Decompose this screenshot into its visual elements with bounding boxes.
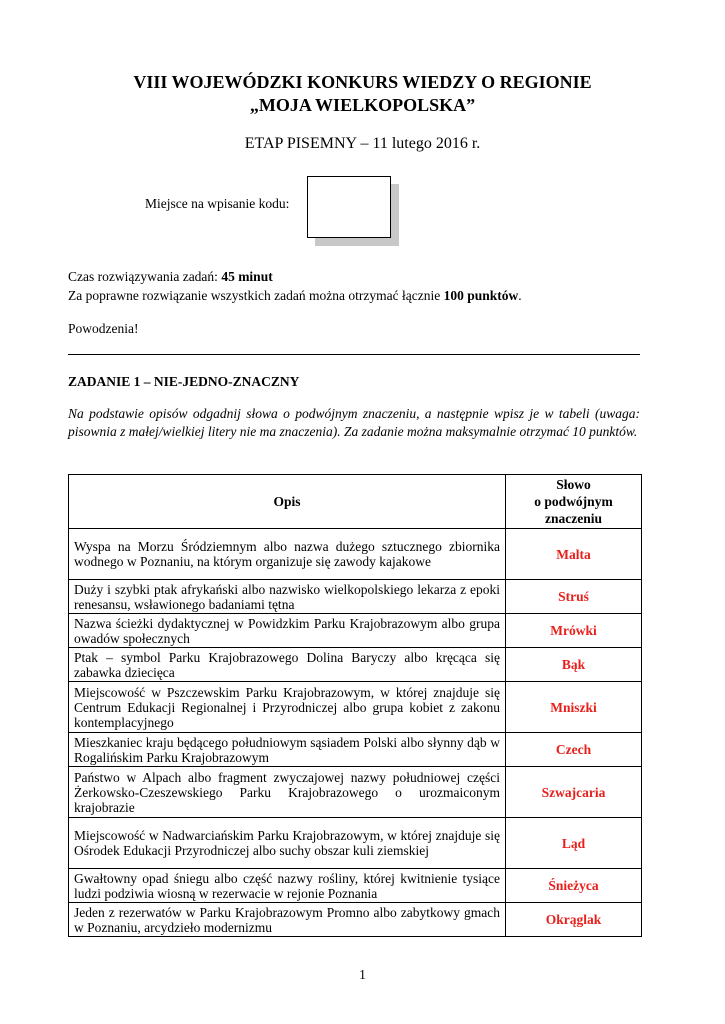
- row-description: Jeden z rezerwatów w Parku Krajobrazowym Promno albo zabytkowy gmach w Poznaniu, arcydzieło modernizmu: [69, 903, 506, 937]
- row-answer[interactable]: Mrówki: [506, 614, 642, 648]
- table-row: [69, 869, 642, 903]
- row-answer[interactable]: Struś: [506, 580, 642, 614]
- task1-title: ZADANIE 1 – NIE-JEDNO-ZNACZNY: [68, 374, 300, 389]
- page-number: 1: [359, 967, 366, 982]
- code-entry-box[interactable]: [307, 176, 391, 238]
- row-description: Ptak – symbol Parku Krajobrazowego Dolina Baryczy albo kręcąca się zabawka dziecięca: [69, 648, 506, 682]
- row-description: Państwo w Alpach albo fragment zwyczajowej nazwy południowej części Żerkowsko-Czeszewskiego Parku Krajobrazowego o urozmaiconym krajobrazie: [69, 767, 506, 818]
- time-info-prefix: Czas rozwiązywania zadań:: [68, 269, 222, 284]
- col-header-word: [506, 475, 642, 529]
- exam-stage-date: ETAP PISEMNY – 11 lutego 2016 r.: [244, 135, 481, 152]
- good-luck-text: Powodzenia!: [68, 321, 139, 336]
- task1-table: [68, 474, 642, 937]
- row-answer[interactable]: Okrąglak: [506, 903, 642, 937]
- points-info-prefix: Za poprawne rozwiązanie wszystkich zadań można otrzymać łącznie: [68, 288, 444, 303]
- row-description: Gwałtowny opad śniegu albo część nazwy rośliny, której kwitnienie tysiące ludzi podziwia wiosną w rezerwacie w rejonie Poznania: [69, 869, 506, 903]
- table-row: [69, 580, 642, 614]
- points-info-suffix: .: [518, 288, 522, 303]
- row-description: Miejscowość w Pszczewskim Parku Krajobrazowym, w której znajduje się Centrum Edukacji Regionalnej i Przyrodniczej albo grupa kobiet z zakonu kontemplacyjnego: [69, 682, 506, 733]
- table-row: [69, 682, 642, 733]
- table-row: [69, 818, 642, 869]
- contest-title-line2: „MOJA WIELKOPOLSKA”: [249, 95, 476, 115]
- code-field-label: Miejsce na wpisanie kodu:: [145, 196, 290, 211]
- col-header-word-line1: Słowo: [556, 477, 591, 492]
- table-row: [69, 767, 642, 818]
- row-answer[interactable]: Mniszki: [506, 682, 642, 733]
- task1-instruction: Na podstawie opisów odgadnij słowa o podwójnym znaczeniu, a następnie wpisz je w tabeli (uwaga: pisownia z małej/wielkiej litery nie ma znaczenia). Za zadanie można maksymalnie otrzymać 10 punktów.: [68, 406, 640, 439]
- time-info: [68, 268, 273, 286]
- row-answer[interactable]: Śnieżyca: [506, 869, 642, 903]
- col-header-word-line2: o podwójnym: [534, 494, 613, 509]
- row-description: Nazwa ścieżki dydaktycznej w Powidzkim Parku Krajobrazowym albo grupa owadów społecznych: [69, 614, 506, 648]
- row-description: Miejscowość w Nadwarciańskim Parku Krajobrazowym, w której znajduje się Ośrodek Edukacji Przyrodniczej albo suchy obszar kuli ziemskiej: [69, 818, 506, 869]
- points-info: [68, 287, 522, 305]
- row-answer[interactable]: Ląd: [506, 818, 642, 869]
- row-answer[interactable]: Szwajcaria: [506, 767, 642, 818]
- table-row: [69, 529, 642, 580]
- row-answer[interactable]: Bąk: [506, 648, 642, 682]
- row-answer[interactable]: Czech: [506, 733, 642, 767]
- col-header-desc: Opis: [69, 475, 506, 529]
- row-answer[interactable]: Malta: [506, 529, 642, 580]
- table-row: [69, 903, 642, 937]
- time-info-value: 45 minut: [221, 269, 273, 284]
- points-info-value: 100 punktów: [443, 288, 519, 303]
- horizontal-rule: [68, 354, 640, 355]
- row-description: Wyspa na Morzu Śródziemnym albo nazwa dużego sztucznego zbiornika wodnego w Poznaniu, na którym organizuje się zawody kajakowe: [69, 529, 506, 580]
- row-description: Duży i szybki ptak afrykański albo nazwisko wielkopolskiego lekarza z epoki renesansu, wsławionego badaniami tętna: [69, 580, 506, 614]
- table-row: [69, 614, 642, 648]
- row-description: Mieszkaniec kraju będącego południowym sąsiadem Polski albo słynny dąb w Rogalińskim Parku Krajobrazowym: [69, 733, 506, 767]
- contest-title-line1: VIII WOJEWÓDZKI KONKURS WIEDZY O REGIONIE: [133, 72, 592, 92]
- table-row: [69, 648, 642, 682]
- col-header-word-line3: znaczeniu: [545, 511, 602, 526]
- table-header-row: [69, 475, 642, 529]
- table-row: [69, 733, 642, 767]
